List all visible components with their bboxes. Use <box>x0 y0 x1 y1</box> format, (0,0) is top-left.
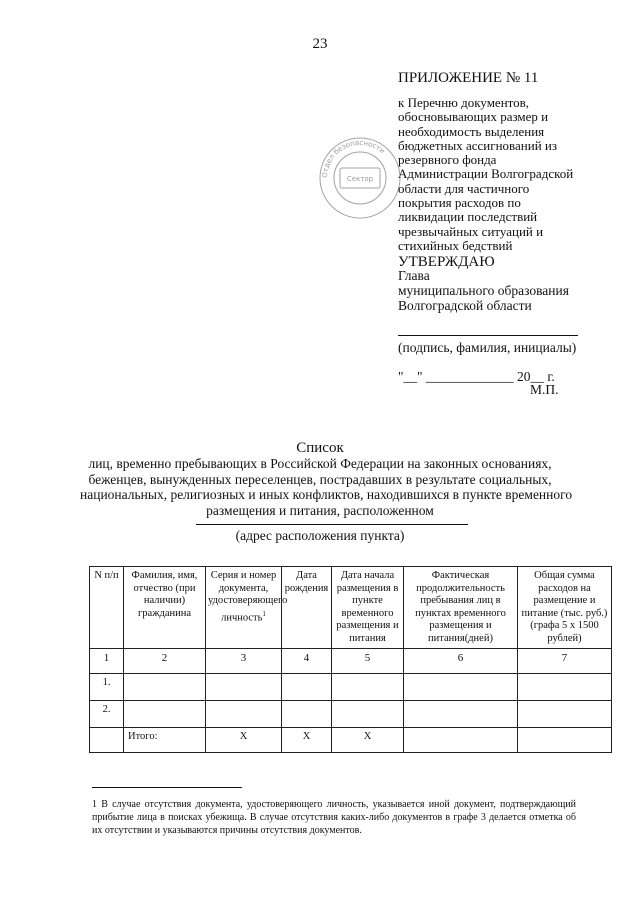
table-row <box>90 701 612 728</box>
table-cell: 2. <box>90 701 124 728</box>
list-line: беженцев, вынужденных переселенцев, пострадавших в результате социальных, <box>88 471 552 487</box>
column-number: 5 <box>332 649 404 674</box>
approval-heading: УТВЕРЖДАЮ <box>398 254 495 270</box>
appendix-line: необходимость выделения <box>398 123 545 139</box>
table-cell <box>404 674 518 701</box>
table-cell <box>206 701 282 728</box>
appendix-line: чрезвычайных ситуаций и <box>398 223 544 239</box>
table-cell <box>404 701 518 728</box>
official-stamp-icon <box>318 136 402 220</box>
appendix-line: обосновывающих размер и <box>398 109 549 125</box>
approval-line: муниципального образования <box>398 283 569 298</box>
persons-table <box>89 566 612 753</box>
column-number: 1 <box>90 649 124 674</box>
column-number: 2 <box>124 649 206 674</box>
date-line: "__" _____________ 20__ г. <box>398 369 555 384</box>
approval-block <box>398 268 569 313</box>
total-label: Итого: <box>124 728 206 753</box>
column-number-row <box>90 649 612 674</box>
header-cell-text: Серия и номер документа, удостоверяющего личность <box>208 570 288 623</box>
table-cell <box>404 728 518 753</box>
approval-line: Волгоградской области <box>398 298 532 313</box>
seal-mark: М.П. <box>530 382 559 397</box>
table-cell <box>518 701 612 728</box>
list-title: Список <box>296 440 344 456</box>
table-cell <box>124 674 206 701</box>
table-cell <box>518 728 612 753</box>
table-cell <box>518 674 612 701</box>
appendix-line: области для частичного <box>398 180 530 196</box>
appendix-line: Администрации Волгоградской <box>398 166 574 182</box>
header-cell: Дата начала размещения в пункте временного размещения и питания <box>332 567 404 649</box>
appendix-line: к Перечню документов, <box>398 95 530 110</box>
header-cell: Фамилия, имя, отчество (при наличии) гражданина <box>124 567 206 649</box>
table-cell <box>282 701 332 728</box>
table-header-row <box>90 567 612 649</box>
address-line <box>196 524 468 525</box>
svg-text:Отдел безопасности <box>321 139 386 178</box>
column-number: 7 <box>518 649 612 674</box>
header-cell: Фактическая продолжительность пребывания лиц в пунктах временного размещения и питания(дней) <box>404 567 518 649</box>
signature-caption: (подпись, фамилия, инициалы) <box>398 340 577 355</box>
appendix-description <box>398 96 598 253</box>
table-cell <box>124 701 206 728</box>
appendix-line: резервного фонда <box>398 152 497 168</box>
table-cell <box>90 728 124 753</box>
total-cell: X <box>332 728 404 753</box>
total-row <box>90 728 612 753</box>
total-cell: X <box>282 728 332 753</box>
table-row <box>90 674 612 701</box>
header-cell <box>206 567 288 649</box>
header-cell: N п/п <box>90 567 124 649</box>
appendix-line: ликвидации последствий <box>398 209 538 225</box>
page-number: 23 <box>312 36 328 52</box>
header-cell: Дата рождения <box>282 567 332 649</box>
table-cell <box>282 674 332 701</box>
signature-line <box>398 335 578 336</box>
table-cell: 1. <box>90 674 124 701</box>
column-number: 3 <box>206 649 282 674</box>
approval-line: Глава <box>398 268 430 283</box>
appendix-line: покрытия расходов по <box>398 195 521 211</box>
footnote-mark: 1 <box>262 609 266 618</box>
header-cell: Общая сумма расходов на размещение и питание (тыс. руб.) (графа 5 х 1500 рублей) <box>518 567 612 649</box>
appendix-title: ПРИЛОЖЕНИЕ № 11 <box>398 70 539 86</box>
appendix-line: бюджетных ассигнований из <box>398 137 557 153</box>
list-line: размещения и питания, расположенном <box>206 502 434 518</box>
address-caption: (адрес расположения пункта) <box>235 528 405 543</box>
column-number: 6 <box>404 649 518 674</box>
footnote-separator <box>92 787 242 788</box>
list-line: национальных, религиозных и иных конфликтов, находившихся в пункте временного <box>80 487 573 502</box>
column-number: 4 <box>282 649 332 674</box>
stamp-center-text: Сектор <box>346 175 374 183</box>
stamp-ring-text: Отдел безопасности <box>320 138 387 179</box>
table-cell <box>332 701 404 728</box>
total-cell: X <box>206 728 282 753</box>
footnote-text: 1 В случае отсутствия документа, удостоверяющего личность, указывается иной документ, подтверждающий прибытие лица в поисках убежища. В случае отсутствия каких-либо документов в графе 3 делается отметка об их отсутствии и указываются причины отсутствия документов. <box>92 799 576 836</box>
appendix-line: стихийных бедствий <box>398 237 513 253</box>
list-line: лиц, временно пребывающих в Российской Федерации на законных основаниях, <box>88 456 552 471</box>
list-description <box>80 456 573 518</box>
table-cell <box>206 674 282 701</box>
table-cell <box>332 674 404 701</box>
